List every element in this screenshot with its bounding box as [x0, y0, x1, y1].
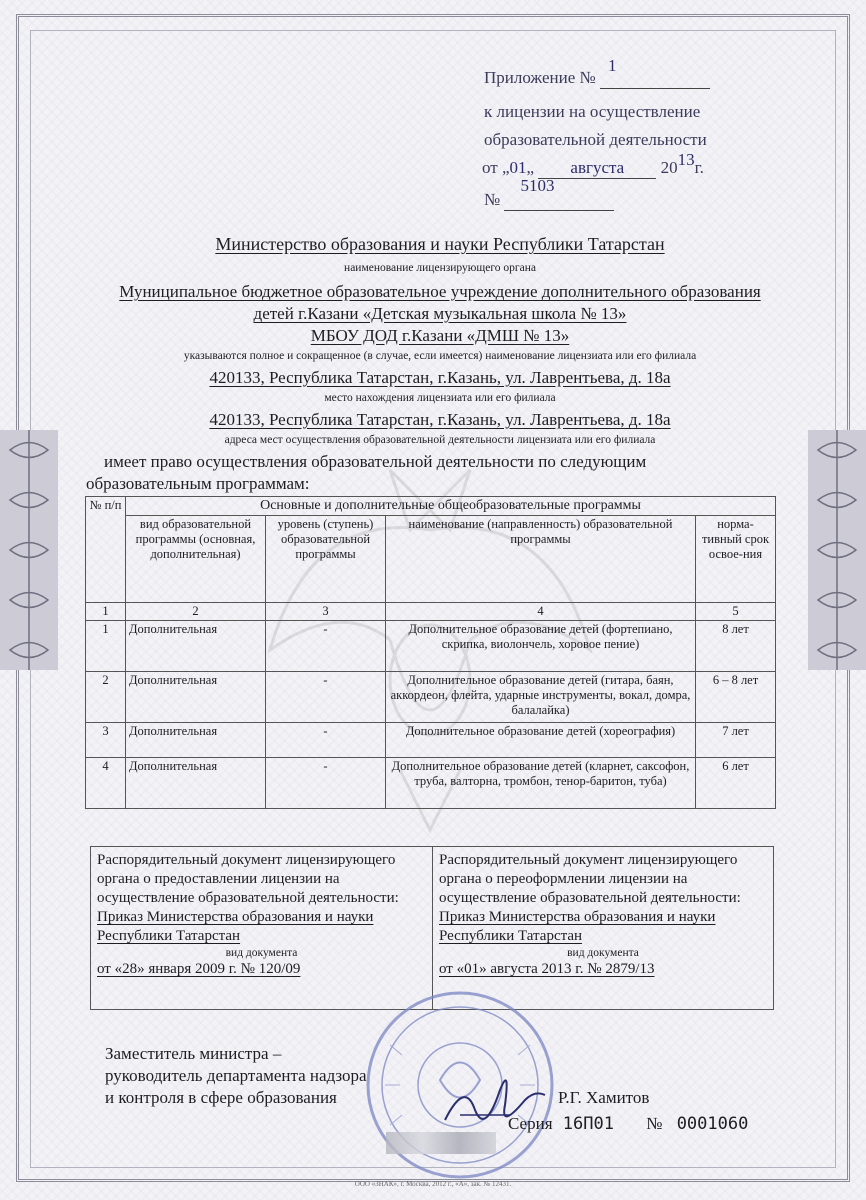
signatory-line3: и контроля в сфере образования: [105, 1088, 337, 1107]
header-group: Основные и дополнительные общеобразовательные программы: [126, 497, 776, 516]
edu-address: 420133, Республика Татарстан, г.Казань, ул. Лаврентьева, д. 18а: [209, 410, 671, 429]
row-kind: Дополнительная: [126, 621, 266, 672]
org-caption: указываются полное и сокращенное (в случае, если имеется) наименование лицензиата или его филиала: [183, 350, 697, 362]
grant-doc-date: от «28» января 2009 г. № 120/09: [97, 961, 301, 977]
signatory-line2: руководитель департамента надзора: [105, 1066, 367, 1085]
table-row: [86, 758, 776, 809]
reissue-doc-kind: вид документа: [567, 947, 639, 959]
license-number-row: № 5103: [484, 190, 614, 211]
license-month: августа: [570, 158, 625, 177]
header-kind: вид образовательной программы (основная, дополнительная): [126, 516, 266, 603]
row-num: 1: [86, 621, 126, 672]
serial-row: [508, 1114, 748, 1134]
row-num: 3: [86, 723, 126, 758]
appendix-number: 1: [607, 56, 617, 75]
row-level: -: [266, 672, 386, 723]
row-num: 4: [86, 758, 126, 809]
right-statement-line2: образовательным программам:: [86, 474, 310, 493]
col-num-2: 2: [126, 603, 266, 621]
license-year: 13: [677, 150, 695, 169]
header-num: № п/п: [86, 497, 126, 603]
appendix-date: от „01„ августа 2013г.: [482, 150, 704, 177]
printer-footer: ООО «ЗНАК», г. Москва, 2012 г., «А», зак. № 12431.: [354, 1180, 512, 1188]
col-num-1: 1: [86, 603, 126, 621]
row-term: 6 лет: [696, 758, 776, 809]
license-day: 01: [509, 158, 527, 177]
row-name: Дополнительное образование детей (хореография): [386, 723, 696, 758]
appendix-label: Приложение № 1: [484, 68, 710, 89]
hologram-strip: [386, 1132, 496, 1154]
col-num-5: 5: [696, 603, 776, 621]
table-row: [86, 621, 776, 672]
serial-num-label: №: [646, 1114, 663, 1133]
ministry-name: Министерство образования и науки Республики Татарстан: [215, 234, 665, 254]
org-address: 420133, Республика Татарстан, г.Казань, ул. Лаврентьева, д. 18а: [209, 368, 671, 387]
address-caption: место нахождения лицензиата или его филиала: [324, 392, 556, 404]
appendix-line2: образовательной деятельности: [484, 130, 707, 149]
left-ornament: [0, 430, 58, 670]
row-num: 2: [86, 672, 126, 723]
row-kind: Дополнительная: [126, 758, 266, 809]
row-level: -: [266, 758, 386, 809]
header-level: уровень (ступень) образовательной программы: [266, 516, 386, 603]
org-short-name: МБОУ ДОД г.Казани «ДМШ № 13»: [310, 326, 570, 345]
row-kind: Дополнительная: [126, 672, 266, 723]
reissue-doc-name: Приказ Министерства образования и науки Республики Татарстан: [439, 909, 716, 944]
header-term: норма-тивный срок освое-ния: [696, 516, 776, 603]
programs-table: [85, 496, 776, 809]
row-term: 8 лет: [696, 621, 776, 672]
row-term: 6 – 8 лет: [696, 672, 776, 723]
signatory-name: Р.Г. Хамитов: [558, 1088, 650, 1107]
right-ornament: [808, 430, 866, 670]
row-name: Дополнительное образование детей (кларнет, саксофон, труба, валторна, тромбон, тенор-баритон, туба): [386, 758, 696, 809]
serial-number: 0001060: [676, 1114, 749, 1134]
row-level: -: [266, 723, 386, 758]
license-number: 5103: [520, 176, 555, 195]
appendix-line1: к лицензии на осуществление: [484, 102, 701, 121]
edu-address-caption: адреса мест осуществления образовательной деятельности лицензиата или его филиала: [224, 434, 656, 446]
grant-doc-name: Приказ Министерства образования и науки Республики Татарстан: [97, 909, 374, 944]
signatory-line1: Заместитель министра –: [105, 1044, 282, 1063]
reissue-doc-date: от «01» августа 2013 г. № 2879/13: [439, 961, 655, 977]
row-level: -: [266, 621, 386, 672]
row-name: Дополнительное образование детей (гитара, баян, аккордеон, флейта, ударные инструменты, вокал, домра, балалайка): [386, 672, 696, 723]
col-num-3: 3: [266, 603, 386, 621]
grant-doc-title: Распорядительный документ лицензирующего органа о предоставлении лицензии на осуществление образовательной деятельности:: [97, 852, 399, 906]
serial-series: 16П01: [562, 1114, 614, 1134]
table-row: [86, 672, 776, 723]
col-num-4: 4: [386, 603, 696, 621]
row-kind: Дополнительная: [126, 723, 266, 758]
reissue-doc-title: Распорядительный документ лицензирующего органа о переоформлении лицензии на осуществление образовательной деятельности:: [439, 852, 741, 906]
serial-label: Серия: [508, 1114, 553, 1133]
org-name-line1: Муниципальное бюджетное образовательное учреждение дополнительного образования: [119, 282, 761, 301]
row-name: Дополнительное образование детей (фортепиано, скрипка, виолончель, хоровое пение): [386, 621, 696, 672]
grant-doc-kind: вид документа: [225, 947, 298, 959]
row-term: 7 лет: [696, 723, 776, 758]
header-name: наименование (направленность) образовательной программы: [386, 516, 696, 603]
org-name-line2: детей г.Казани «Детская музыкальная школа № 13»: [253, 304, 627, 323]
table-row: [86, 723, 776, 758]
ministry-caption: наименование лицензирующего органа: [344, 262, 536, 274]
right-statement-line1: имеет право осуществления образовательной деятельности по следующим: [104, 452, 647, 471]
